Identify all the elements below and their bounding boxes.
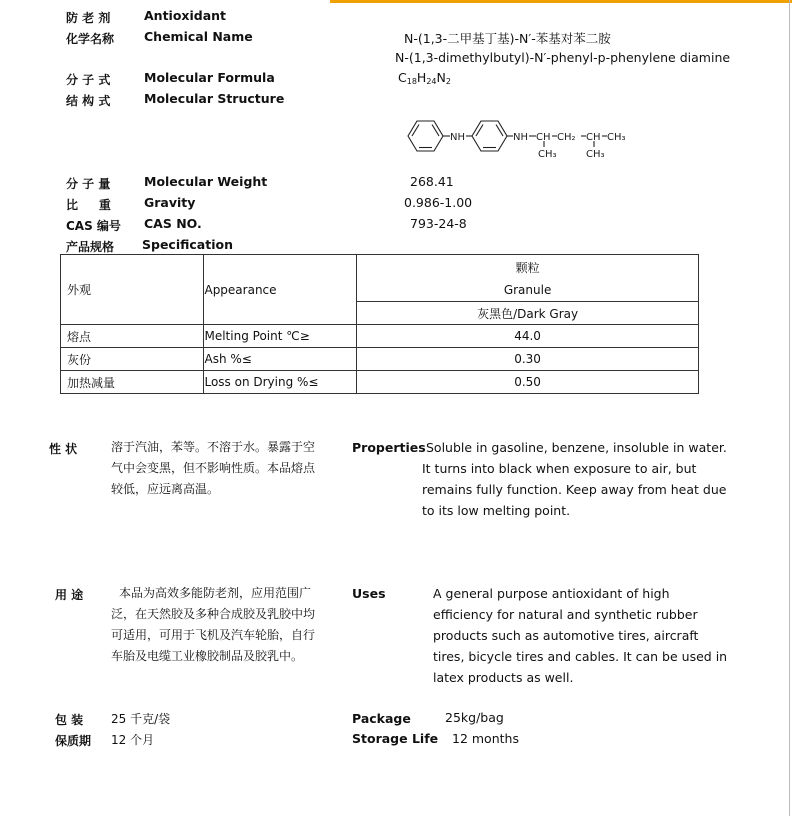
loss-on-drying-value: 0.50 (357, 371, 699, 394)
ch-group-b: CH (586, 132, 601, 143)
storage-value-cn: 12 个月 (111, 733, 155, 747)
page-right-edge (789, 0, 790, 816)
table-row (61, 348, 699, 371)
weight-label-cn: 分 子 量 (66, 177, 111, 191)
antioxidant-label-en: Antioxidant (144, 8, 227, 23)
table-row (61, 371, 699, 394)
storage-value-en: 12 months (452, 731, 519, 746)
ch3-branch-a: CH₃ (538, 149, 557, 160)
appearance-value-en: Granule (357, 279, 699, 302)
properties-label-en: Properties (352, 440, 426, 455)
chemical-name-label-en: Chemical Name (144, 29, 253, 44)
molecular-structure-diagram (398, 112, 638, 164)
chemical-name-value-en: N-(1,3-dimethylbutyl)-N′-phenyl-p-phenylene diamine (395, 50, 731, 65)
chemical-name-value-cn: N-(1,3-二甲基丁基)-N′-苯基对苯二胺 (404, 31, 611, 46)
weight-label-en: Molecular Weight (144, 174, 268, 189)
loss-on-drying-cn: 加热减量 (61, 371, 204, 394)
storage-label-cn: 保质期 (55, 734, 92, 748)
table-row (61, 255, 699, 280)
appearance-value-color: 灰黑色/Dark Gray (357, 302, 699, 325)
properties-text-en-wrap (352, 437, 732, 521)
structure-label-cn: 结 构 式 (66, 94, 111, 108)
weight-value: 268.41 (410, 174, 454, 189)
benzene-ring-1 (408, 121, 443, 151)
properties-text-en: Soluble in gasoline, benzene, insoluble in water. It turns into black when exposure to air, but remains fully function. Keep away from heat due to its low melting point. (422, 440, 727, 518)
antioxidant-label-cn: 防 老 剂 (66, 11, 111, 25)
gravity-label-cn: 比 重 (66, 198, 111, 212)
structure-label-en: Molecular Structure (144, 91, 285, 106)
package-value-en: 25kg/bag (445, 710, 504, 725)
ch3-end-group: CH₃ (607, 132, 626, 143)
ch3-branch-b: CH₃ (586, 149, 605, 160)
uses-text-cn: 本品为高效多能防老剂，应用范围广泛，在天然胶及多种合成胶及乳胶中均可适用，可用于飞机及汽车轮胎，自行车胎及电缆工业橡胶制品及胶乳中。 (111, 586, 316, 663)
formula-label-cn: 分 子 式 (66, 73, 111, 87)
cas-label-cn: CAS 编号 (66, 219, 121, 233)
uses-text-en: A general purpose antioxidant of high efficiency for natural and synthetic rubber products such as automotive tires, aircraft tires, bicycle tires and cables. It can be used in latex products as well. (433, 586, 728, 685)
nh-group-1: NH (450, 132, 465, 143)
melting-point-value: 44.0 (357, 325, 699, 348)
top-accent-bar (330, 0, 792, 3)
spec-label-en: Specification (142, 237, 233, 252)
appearance-value-cn: 颗粒 (357, 255, 699, 280)
molecular-formula: $C_{18}H_{24}N_2$ (398, 70, 451, 86)
appearance-cn: 外观 (61, 255, 204, 325)
specification-table (60, 254, 699, 394)
chemical-name-label-cn: 化学名称 (66, 32, 115, 46)
loss-on-drying-en: Loss on Drying %≤ (204, 371, 357, 394)
properties-text-cn: 溶于汽油，苯等。不溶于水。暴露于空气中会变黑，但不影响性质。本品熔点较低，应远离高温。 (111, 440, 316, 496)
melting-point-cn: 熔点 (61, 325, 204, 348)
benzene-ring-2 (472, 121, 507, 151)
uses-label-cn: 用 途 (55, 588, 84, 602)
package-label-en: Package (352, 711, 411, 726)
appearance-en: Appearance (204, 255, 357, 325)
package-label-cn: 包 装 (55, 713, 84, 727)
ch2-group: CH₂ (557, 132, 576, 143)
cas-value: 793-24-8 (410, 216, 467, 231)
properties-label-cn: 性 状 (49, 442, 78, 456)
uses-label-en: Uses (352, 586, 386, 601)
formula-label-en: Molecular Formula (144, 70, 275, 85)
ash-en: Ash %≤ (204, 348, 357, 371)
table-row (61, 325, 699, 348)
cas-label-en: CAS NO. (144, 216, 202, 231)
ch-group-a: CH (536, 132, 551, 143)
spec-label-cn: 产品规格 (66, 240, 115, 254)
gravity-label-en: Gravity (144, 195, 196, 210)
storage-label-en: Storage Life (352, 731, 439, 746)
package-value-cn: 25 千克/袋 (111, 712, 171, 726)
melting-point-en: Melting Point ℃≥ (204, 325, 357, 348)
ash-cn: 灰份 (61, 348, 204, 371)
ash-value: 0.30 (357, 348, 699, 371)
gravity-value: 0.986-1.00 (404, 195, 473, 210)
nh-group-2: NH (513, 132, 528, 143)
